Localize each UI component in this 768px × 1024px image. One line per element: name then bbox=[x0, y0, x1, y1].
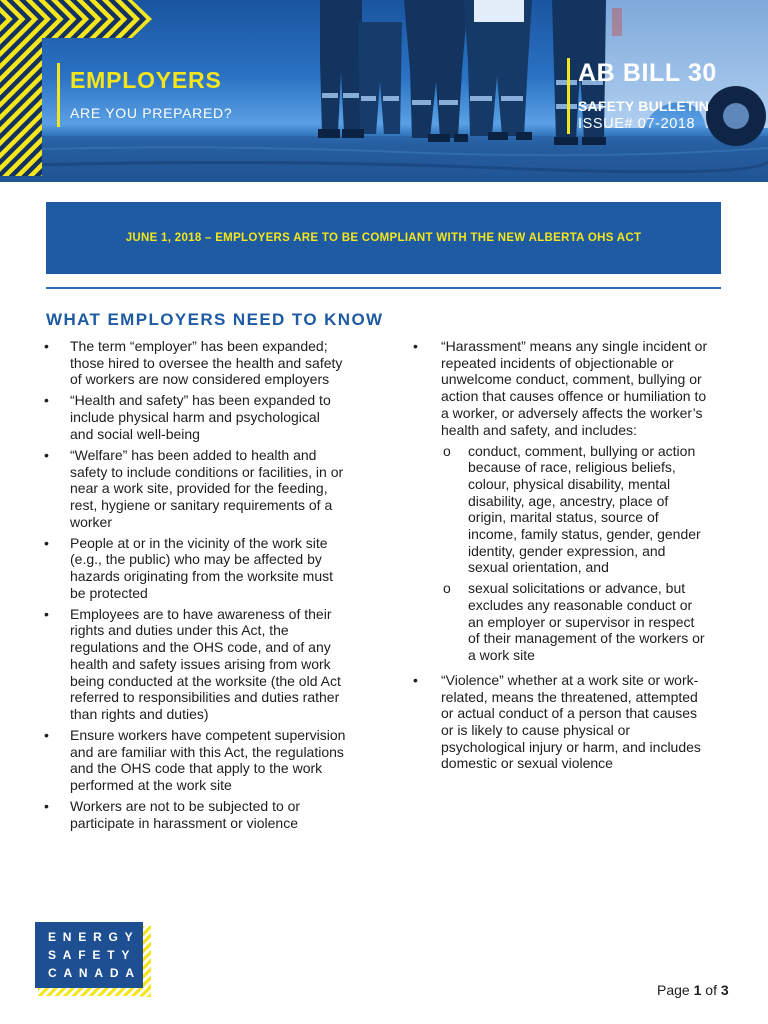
list-item bbox=[44, 606, 346, 723]
list-item bbox=[44, 798, 346, 831]
page-word: Page bbox=[657, 982, 690, 998]
title-accent-rule bbox=[57, 63, 60, 127]
sub-bullet-marker: o bbox=[443, 442, 451, 459]
list-item bbox=[44, 447, 346, 531]
compliance-banner-text: JUNE 1, 2018 – EMPLOYERS ARE TO BE COMPLIANT WITH THE NEW ALBERTA OHS ACT bbox=[125, 232, 642, 244]
sub-bullet-text: sexual solicitations or advance, but excludes any reasonable conduct or an employer or supervisor in respect of their management of the workers or a work site bbox=[468, 580, 705, 663]
bullet-text: Workers are not to be subjected to or participate in harassment or violence bbox=[70, 798, 301, 831]
left-column bbox=[44, 338, 346, 836]
bullet-body bbox=[441, 338, 709, 668]
bullet-marker: • bbox=[44, 605, 49, 622]
page-of-word: of bbox=[705, 982, 717, 998]
sub-bullet-marker: o bbox=[443, 580, 451, 597]
bullet-marker: • bbox=[44, 798, 49, 815]
bullet-text: “Harassment” means any single incident or repeated incidents of objectionable or unwelcome conduct, comment, bullying or action that causes offence or humiliation to a worker, or adversely affects the worker’s health and safety, and includes: bbox=[441, 338, 708, 438]
header-banner bbox=[0, 0, 768, 182]
list-item bbox=[44, 392, 346, 442]
page-total: 3 bbox=[720, 982, 729, 998]
bullet-marker: • bbox=[44, 338, 49, 354]
bulletin-label: SAFETY BULLETIN bbox=[578, 98, 710, 114]
bullet-text: Employees are to have awareness of their rights and duties under this Act, the regulations and the OHS code, and of any health and safety issues arising from work being conducted at the worksite (the old Act referred to responsibilities and duties rather than rights and duties) bbox=[70, 605, 341, 722]
bullet-marker: • bbox=[44, 392, 49, 409]
section-heading: WHAT EMPLOYERS NEED TO KNOW bbox=[46, 310, 384, 329]
header-title: EMPLOYERS bbox=[70, 67, 222, 93]
logo-hazard-stripes-bottom bbox=[38, 987, 151, 996]
page-number bbox=[657, 982, 729, 998]
compliance-banner bbox=[46, 202, 721, 274]
bullet-list bbox=[413, 338, 709, 772]
logo-line-canada: CANADA bbox=[48, 966, 141, 980]
bullet-marker: • bbox=[44, 726, 49, 743]
bill-title: AB BILL 30 bbox=[578, 59, 717, 87]
bulletin-accent-rule bbox=[567, 58, 570, 134]
logo-line-safety: SAFETY bbox=[48, 948, 137, 962]
list-item bbox=[413, 338, 709, 668]
bullet-text: Ensure workers have competent supervision and are familiar with this Act, the regulations and the OHS code that apply to the work performed at the work site bbox=[70, 726, 346, 794]
list-item bbox=[44, 338, 346, 388]
field bbox=[0, 136, 768, 182]
bullet-text: “Health and safety” has been expanded to include physical harm and psychological and social well-being bbox=[70, 392, 331, 442]
issue-number: ISSUE# 07-2018 bbox=[578, 116, 696, 132]
sub-bullet-text: conduct, comment, bullying or action because of race, religious beliefs, colour, physical disability, mental disability, age, ancestry, place of origin, marital status, source of income, family status, gender, gender identity, gender expression, and sexual orientation, and bbox=[468, 442, 701, 576]
bullet-marker: • bbox=[413, 671, 418, 688]
right-column bbox=[413, 338, 709, 776]
bullet-text: “Welfare” has been added to health and safety to include conditions or facilities, in or near a work site, provided for the feeding, rest, hygiene or sanitary requirements of a worker bbox=[70, 446, 344, 530]
list-item bbox=[44, 535, 346, 602]
bullet-text: The term “employer” has been expanded; those hired to oversee the health and safety of workers are now considered employers bbox=[70, 338, 343, 388]
list-item bbox=[413, 672, 709, 772]
energy-safety-canada-logo bbox=[35, 922, 152, 997]
sub-list-item bbox=[443, 443, 709, 577]
bullet-list bbox=[44, 338, 346, 831]
sub-list-item bbox=[443, 580, 709, 664]
logo-box bbox=[35, 922, 143, 988]
bullet-marker: • bbox=[413, 338, 418, 354]
bullet-marker: • bbox=[44, 446, 49, 463]
bullet-text: People at or in the vicinity of the work site (e.g., the public) who may be affected by hazards originating from the worksite must be protected bbox=[70, 534, 333, 601]
bullet-marker: • bbox=[44, 534, 49, 551]
section-divider bbox=[46, 287, 721, 289]
bullet-text: “Violence” whether at a work site or work-related, means the threatened, attempted or actual conduct of a person that causes or is likely to cause physical or psychological injury or harm, and includes domestic or sexual violence bbox=[441, 671, 701, 772]
list-item bbox=[44, 727, 346, 794]
page-current: 1 bbox=[693, 982, 702, 998]
header-subtitle: ARE YOU PREPARED? bbox=[70, 105, 233, 121]
logo-line-energy: ENERGY bbox=[48, 930, 140, 944]
sub-bullet-list bbox=[443, 443, 709, 664]
